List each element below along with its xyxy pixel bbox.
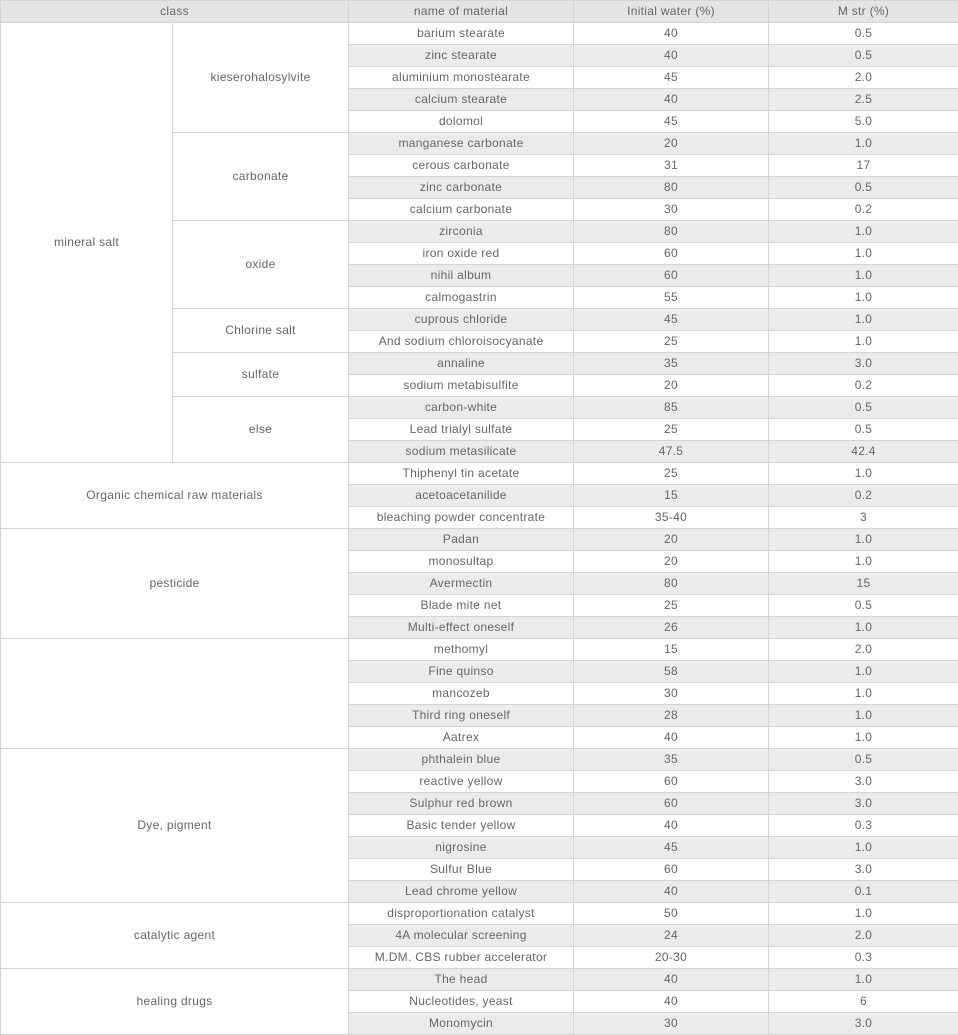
material-name-cell: bleaching powder concentrate bbox=[349, 507, 574, 529]
material-name-cell: phthalein blue bbox=[349, 749, 574, 771]
class-cell bbox=[1, 639, 349, 749]
initial-water-cell: 30 bbox=[574, 1013, 769, 1035]
initial-water-cell: 80 bbox=[574, 221, 769, 243]
material-name-cell: calcium stearate bbox=[349, 89, 574, 111]
initial-water-cell: 30 bbox=[574, 683, 769, 705]
table-body bbox=[1, 23, 958, 1035]
initial-water-cell: 30 bbox=[574, 199, 769, 221]
table-row bbox=[1, 969, 958, 991]
material-name-cell: And sodium chloroisocyanate bbox=[349, 331, 574, 353]
m-str-cell: 1.0 bbox=[769, 221, 958, 243]
initial-water-cell: 45 bbox=[574, 67, 769, 89]
m-str-cell: 1.0 bbox=[769, 903, 958, 925]
table-row bbox=[1, 23, 958, 45]
initial-water-cell: 25 bbox=[574, 419, 769, 441]
m-str-cell: 1.0 bbox=[769, 463, 958, 485]
material-name-cell: iron oxide red bbox=[349, 243, 574, 265]
material-name-cell: dolomol bbox=[349, 111, 574, 133]
class-cell: pesticide bbox=[1, 529, 349, 639]
initial-water-cell: 40 bbox=[574, 881, 769, 903]
material-name-cell: barium stearate bbox=[349, 23, 574, 45]
material-name-cell: Avermectin bbox=[349, 573, 574, 595]
subclass-cell: else bbox=[173, 397, 349, 463]
column-header-class: class bbox=[1, 1, 349, 23]
material-name-cell: cuprous chloride bbox=[349, 309, 574, 331]
material-name-cell: aluminium monostearate bbox=[349, 67, 574, 89]
initial-water-cell: 28 bbox=[574, 705, 769, 727]
material-name-cell: Thiphenyl tin acetate bbox=[349, 463, 574, 485]
initial-water-cell: 47.5 bbox=[574, 441, 769, 463]
table-row bbox=[1, 749, 958, 771]
subclass-cell: kieserohalosylvite bbox=[173, 23, 349, 133]
m-str-cell: 0.5 bbox=[769, 419, 958, 441]
initial-water-cell: 20 bbox=[574, 375, 769, 397]
material-name-cell: monosultap bbox=[349, 551, 574, 573]
m-str-cell: 0.3 bbox=[769, 947, 958, 969]
m-str-cell: 1.0 bbox=[769, 133, 958, 155]
initial-water-cell: 40 bbox=[574, 45, 769, 67]
material-name-cell: Aatrex bbox=[349, 727, 574, 749]
m-str-cell: 3.0 bbox=[769, 353, 958, 375]
initial-water-cell: 55 bbox=[574, 287, 769, 309]
initial-water-cell: 20 bbox=[574, 551, 769, 573]
m-str-cell: 3.0 bbox=[769, 793, 958, 815]
initial-water-cell: 40 bbox=[574, 727, 769, 749]
initial-water-cell: 15 bbox=[574, 485, 769, 507]
material-name-cell: 4A molecular screening bbox=[349, 925, 574, 947]
class-cell: Organic chemical raw materials bbox=[1, 463, 349, 529]
m-str-cell: 3.0 bbox=[769, 1013, 958, 1035]
material-name-cell: manganese carbonate bbox=[349, 133, 574, 155]
m-str-cell: 1.0 bbox=[769, 705, 958, 727]
table-row bbox=[1, 639, 958, 661]
m-str-cell: 1.0 bbox=[769, 551, 958, 573]
initial-water-cell: 40 bbox=[574, 815, 769, 837]
initial-water-cell: 26 bbox=[574, 617, 769, 639]
material-name-cell: reactive yellow bbox=[349, 771, 574, 793]
material-name-cell: calmogastrin bbox=[349, 287, 574, 309]
material-name-cell: mancozeb bbox=[349, 683, 574, 705]
material-name-cell: Padan bbox=[349, 529, 574, 551]
initial-water-cell: 25 bbox=[574, 331, 769, 353]
m-str-cell: 3.0 bbox=[769, 859, 958, 881]
m-str-cell: 0.1 bbox=[769, 881, 958, 903]
m-str-cell: 1.0 bbox=[769, 727, 958, 749]
m-str-cell: 0.5 bbox=[769, 177, 958, 199]
initial-water-cell: 40 bbox=[574, 991, 769, 1013]
initial-water-cell: 20 bbox=[574, 529, 769, 551]
initial-water-cell: 80 bbox=[574, 177, 769, 199]
material-name-cell: Nucleotides, yeast bbox=[349, 991, 574, 1013]
m-str-cell: 1.0 bbox=[769, 529, 958, 551]
m-str-cell: 0.5 bbox=[769, 23, 958, 45]
m-str-cell: 2.0 bbox=[769, 67, 958, 89]
m-str-cell: 2.0 bbox=[769, 639, 958, 661]
material-name-cell: M.DM. CBS rubber accelerator bbox=[349, 947, 574, 969]
initial-water-cell: 25 bbox=[574, 463, 769, 485]
initial-water-cell: 24 bbox=[574, 925, 769, 947]
material-name-cell: nigrosine bbox=[349, 837, 574, 859]
initial-water-cell: 40 bbox=[574, 969, 769, 991]
material-name-cell: Lead chrome yellow bbox=[349, 881, 574, 903]
subclass-cell: sulfate bbox=[173, 353, 349, 397]
m-str-cell: 1.0 bbox=[769, 243, 958, 265]
table-row bbox=[1, 529, 958, 551]
initial-water-cell: 20 bbox=[574, 133, 769, 155]
material-name-cell: Basic tender yellow bbox=[349, 815, 574, 837]
m-str-cell: 1.0 bbox=[769, 837, 958, 859]
column-header-material-name: name of material bbox=[349, 1, 574, 23]
class-cell: catalytic agent bbox=[1, 903, 349, 969]
initial-water-cell: 45 bbox=[574, 111, 769, 133]
table-row bbox=[1, 463, 958, 485]
material-name-cell: Blade mite net bbox=[349, 595, 574, 617]
initial-water-cell: 25 bbox=[574, 595, 769, 617]
subclass-cell: oxide bbox=[173, 221, 349, 309]
material-name-cell: nihil album bbox=[349, 265, 574, 287]
material-name-cell: The head bbox=[349, 969, 574, 991]
material-name-cell: sodium metabisulfite bbox=[349, 375, 574, 397]
initial-water-cell: 45 bbox=[574, 837, 769, 859]
m-str-cell: 0.2 bbox=[769, 485, 958, 507]
initial-water-cell: 60 bbox=[574, 793, 769, 815]
initial-water-cell: 15 bbox=[574, 639, 769, 661]
m-str-cell: 0.2 bbox=[769, 375, 958, 397]
material-name-cell: Third ring oneself bbox=[349, 705, 574, 727]
column-header-initial-water: Initial water (%) bbox=[574, 1, 769, 23]
material-name-cell: Multi-effect oneself bbox=[349, 617, 574, 639]
material-name-cell: methomyl bbox=[349, 639, 574, 661]
material-name-cell: Sulfur Blue bbox=[349, 859, 574, 881]
initial-water-cell: 45 bbox=[574, 309, 769, 331]
column-header-m-str: M str (%) bbox=[769, 1, 958, 23]
initial-water-cell: 40 bbox=[574, 89, 769, 111]
material-name-cell: zinc stearate bbox=[349, 45, 574, 67]
initial-water-cell: 31 bbox=[574, 155, 769, 177]
m-str-cell: 17 bbox=[769, 155, 958, 177]
initial-water-cell: 40 bbox=[574, 23, 769, 45]
initial-water-cell: 80 bbox=[574, 573, 769, 595]
initial-water-cell: 35 bbox=[574, 749, 769, 771]
material-name-cell: cerous carbonate bbox=[349, 155, 574, 177]
material-name-cell: zirconia bbox=[349, 221, 574, 243]
m-str-cell: 5.0 bbox=[769, 111, 958, 133]
initial-water-cell: 35 bbox=[574, 353, 769, 375]
material-name-cell: Sulphur red brown bbox=[349, 793, 574, 815]
initial-water-cell: 20-30 bbox=[574, 947, 769, 969]
header-row bbox=[1, 1, 958, 23]
material-name-cell: Lead trialyl sulfate bbox=[349, 419, 574, 441]
m-str-cell: 0.3 bbox=[769, 815, 958, 837]
m-str-cell: 0.5 bbox=[769, 595, 958, 617]
m-str-cell: 1.0 bbox=[769, 683, 958, 705]
subclass-cell: Chlorine salt bbox=[173, 309, 349, 353]
initial-water-cell: 60 bbox=[574, 243, 769, 265]
m-str-cell: 42.4 bbox=[769, 441, 958, 463]
material-name-cell: sodium metasilicate bbox=[349, 441, 574, 463]
class-cell: mineral salt bbox=[1, 23, 173, 463]
m-str-cell: 0.5 bbox=[769, 749, 958, 771]
m-str-cell: 1.0 bbox=[769, 287, 958, 309]
m-str-cell: 1.0 bbox=[769, 331, 958, 353]
m-str-cell: 1.0 bbox=[769, 309, 958, 331]
m-str-cell: 6 bbox=[769, 991, 958, 1013]
table-row bbox=[1, 903, 958, 925]
m-str-cell: 2.5 bbox=[769, 89, 958, 111]
material-name-cell: annaline bbox=[349, 353, 574, 375]
m-str-cell: 1.0 bbox=[769, 617, 958, 639]
initial-water-cell: 60 bbox=[574, 265, 769, 287]
m-str-cell: 15 bbox=[769, 573, 958, 595]
m-str-cell: 1.0 bbox=[769, 969, 958, 991]
subclass-cell: carbonate bbox=[173, 133, 349, 221]
initial-water-cell: 58 bbox=[574, 661, 769, 683]
material-name-cell: Monomycin bbox=[349, 1013, 574, 1035]
initial-water-cell: 85 bbox=[574, 397, 769, 419]
initial-water-cell: 60 bbox=[574, 859, 769, 881]
m-str-cell: 0.2 bbox=[769, 199, 958, 221]
class-cell: Dye, pigment bbox=[1, 749, 349, 903]
material-name-cell: Fine quinso bbox=[349, 661, 574, 683]
m-str-cell: 3 bbox=[769, 507, 958, 529]
initial-water-cell: 50 bbox=[574, 903, 769, 925]
material-name-cell: carbon-white bbox=[349, 397, 574, 419]
m-str-cell: 1.0 bbox=[769, 265, 958, 287]
material-name-cell: acetoacetanilide bbox=[349, 485, 574, 507]
material-name-cell: disproportionation catalyst bbox=[349, 903, 574, 925]
m-str-cell: 0.5 bbox=[769, 45, 958, 67]
m-str-cell: 3.0 bbox=[769, 771, 958, 793]
m-str-cell: 1.0 bbox=[769, 661, 958, 683]
material-name-cell: zinc carbonate bbox=[349, 177, 574, 199]
class-cell: healing drugs bbox=[1, 969, 349, 1035]
initial-water-cell: 35-40 bbox=[574, 507, 769, 529]
material-name-cell: calcium carbonate bbox=[349, 199, 574, 221]
m-str-cell: 2.0 bbox=[769, 925, 958, 947]
m-str-cell: 0.5 bbox=[769, 397, 958, 419]
initial-water-cell: 60 bbox=[574, 771, 769, 793]
